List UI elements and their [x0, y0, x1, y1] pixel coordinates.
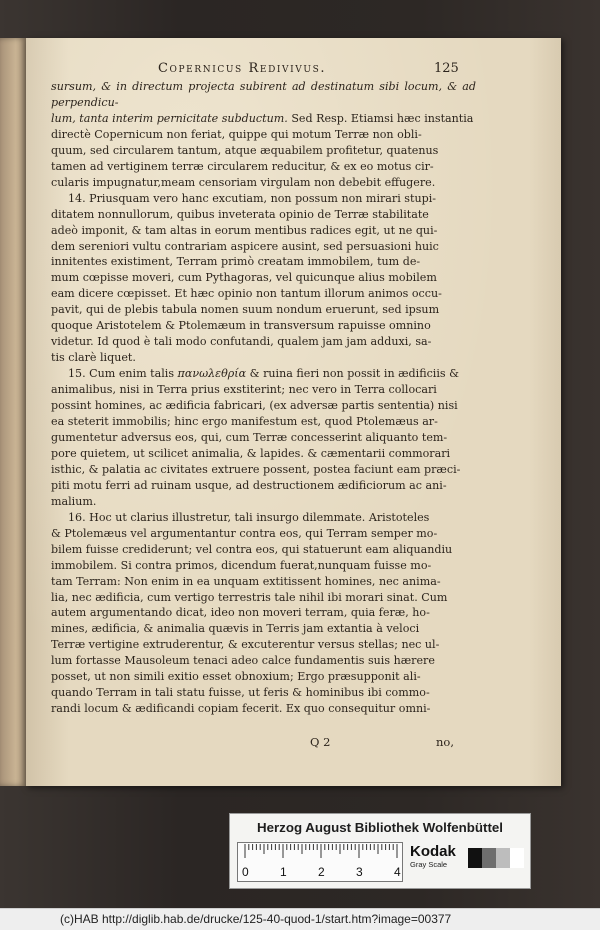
greek-word: πανωλεθρία [177, 367, 247, 381]
text-line: innitentes existiment, Terram primò creatam immobilem, tum de- [51, 255, 421, 269]
library-color-card [229, 813, 531, 889]
text-line: adeò imponit, & tam altas in eorum mentibus radices egit, ut ne qui- [51, 223, 438, 237]
scale-ruler [237, 842, 403, 882]
ruler-label: 4 [394, 865, 401, 879]
text-line: posset, ut non simili exitio esset obnoxium; Ergo præsupponit ali- [51, 670, 421, 684]
text-line: tamen ad vertiginem terræ circularem reducitur, & ex eo motus cir- [51, 159, 434, 173]
text-line: pavit, qui de plebis tabula nomen suum nondum eruerunt, sed ipsum [51, 303, 440, 317]
page-number: 125 [434, 61, 459, 76]
ruler-label: 0 [242, 865, 249, 879]
text-line: videtur. Id quod è tali modo confutandi, qualem jam jam adduxi, sa- [51, 335, 432, 349]
text-line: possint homines, ac ædificia fabricari, (ex adversæ partis sententia) nisi [51, 399, 458, 413]
text-line: quando Terram in tali statu fuisse, ut feris & hominibus ibi commo- [51, 686, 430, 700]
text-line: immobilem. Si contra primos, dicendum fuerat,nunquam fuisse mo- [51, 558, 432, 572]
signature-mark: Q 2 [310, 735, 331, 749]
kodak-brand: Kodak [410, 843, 456, 860]
text-line: sursum, & in directum projecta subirent ad destinatum sibi locum, & ad perpendicu- [51, 80, 476, 109]
text-line: quum, sed circularem tantum, atque æquabilem profitetur, quatenus [51, 143, 439, 157]
gray-scale-label: Gray Scale [410, 860, 448, 869]
text-line: tis clarè liquet. [51, 351, 136, 365]
gray-swatch [482, 848, 496, 868]
gray-scale-swatches [468, 848, 524, 868]
catchword: no, [436, 735, 454, 749]
text-line: piti motu ferri ad ruinam usque, ad destructionem ædificiorum ac ani- [51, 478, 447, 492]
text-line: mines, ædificia, & animalia quævis in Terris jam extantia à veloci [51, 622, 420, 636]
text-line: lia, nec ædificia, cum vertigo terrestris tale nihil ibi morari sinat. Cum [51, 590, 448, 604]
ruler-label: 3 [356, 865, 363, 879]
gray-swatch [468, 848, 482, 868]
text-line: mum cœpisse moveri, cum Pythagoras, vel quicunque alius mobilem [51, 271, 437, 285]
text-line: Terræ vertigine extruderentur, & excuterentur versus stellas; nec ul- [51, 638, 440, 652]
facing-page-edge [0, 38, 26, 786]
gray-swatch [510, 848, 524, 868]
book-page [26, 38, 561, 786]
text-line: quoque Aristotelem & Ptolemæum in transversum rapuisse omnino [51, 319, 431, 333]
ruler-label: 2 [318, 865, 325, 879]
text-line: cularis impugnatur,meam censoriam virgulam non debebit effugere. [51, 175, 436, 189]
text-line: isthic, & palatia ac civitates extruere possent, postea faciunt eam præci- [51, 462, 461, 476]
text-line: lum, tanta interim pernicitate subductum. Sed Resp. Etiamsi hæc instantia [51, 111, 474, 125]
ruler-label: 1 [280, 865, 287, 879]
text-line: eam dicere cœpisset. Et hæc opinio non tantum illorum animos occu- [51, 287, 442, 301]
text-line: dem sereniori vultu contrariam aspicere ausint, sed persuasioni huic [51, 239, 439, 253]
copyright-url: (c)HAB http://diglib.hab.de/drucke/125-40-quod-1/start.htm?image=00377 [60, 912, 452, 926]
text-line: autem argumentando dicat, ideo non moveri terram, quia feræ, ho- [51, 606, 430, 620]
text-line: & Ptolemæus vel argumentantur contra eos, qui Terram semper mo- [51, 526, 438, 540]
running-head: Copernicus Redivivus. [158, 61, 327, 76]
text-line: ditatem nonnullorum, quibus inveterata opinio de Terræ stabilitate [51, 207, 429, 221]
library-name: Herzog August Bibliothek Wolfenbüttel [257, 820, 503, 835]
text-line: pore quietem, ut scilicet animalia, & lapides. & cæmentarii commorari [51, 446, 451, 460]
text-line: malium. [51, 494, 97, 508]
kodak-logo [410, 844, 466, 869]
text-line: bilem fuisse crediderunt; vel contra eos, qui statuerunt eam aliquandiu [51, 542, 453, 556]
paragraph-16-start: 16. Hoc ut clarius illustretur, tali insurgo dilemmate. Aristoteles [68, 510, 430, 524]
page-footer-line [26, 735, 561, 751]
paragraph-14-start: 14. Priusquam vero hanc excutiam, non possum non mirari stupi- [68, 191, 436, 205]
body-text [51, 79, 476, 717]
text-line: animalibus, nisi in Terra prius exstiterint; nec vero in Terra collocari [51, 383, 437, 397]
paragraph-15-start: 15. Cum enim talis πανωλεθρία & ruina fieri non possit in ædificiis & [68, 367, 460, 381]
text-line: directè Copernicum non feriat, quippe qui motum Terræ non obli- [51, 127, 422, 141]
text-line: gumentetur adversus eos, qui, cum Terræ concesserint aliquanto tem- [51, 430, 448, 444]
copyright-footer [0, 908, 600, 930]
text-line: lum fortasse Mausoleum tenaci adeo calce fundamentis suis hærere [51, 654, 435, 668]
gray-swatch [496, 848, 510, 868]
text-line: randi locum & ædificandi copiam fecerit. Ex quo consequitur omni- [51, 702, 431, 716]
text-line: tam Terram: Non enim in ea unquam extitissent homines, nec anima- [51, 574, 441, 588]
page-header [26, 61, 561, 79]
text-line: ea steterit immobilis; hinc ergo manifestum est, quod Ptolemæus ar- [51, 415, 438, 429]
